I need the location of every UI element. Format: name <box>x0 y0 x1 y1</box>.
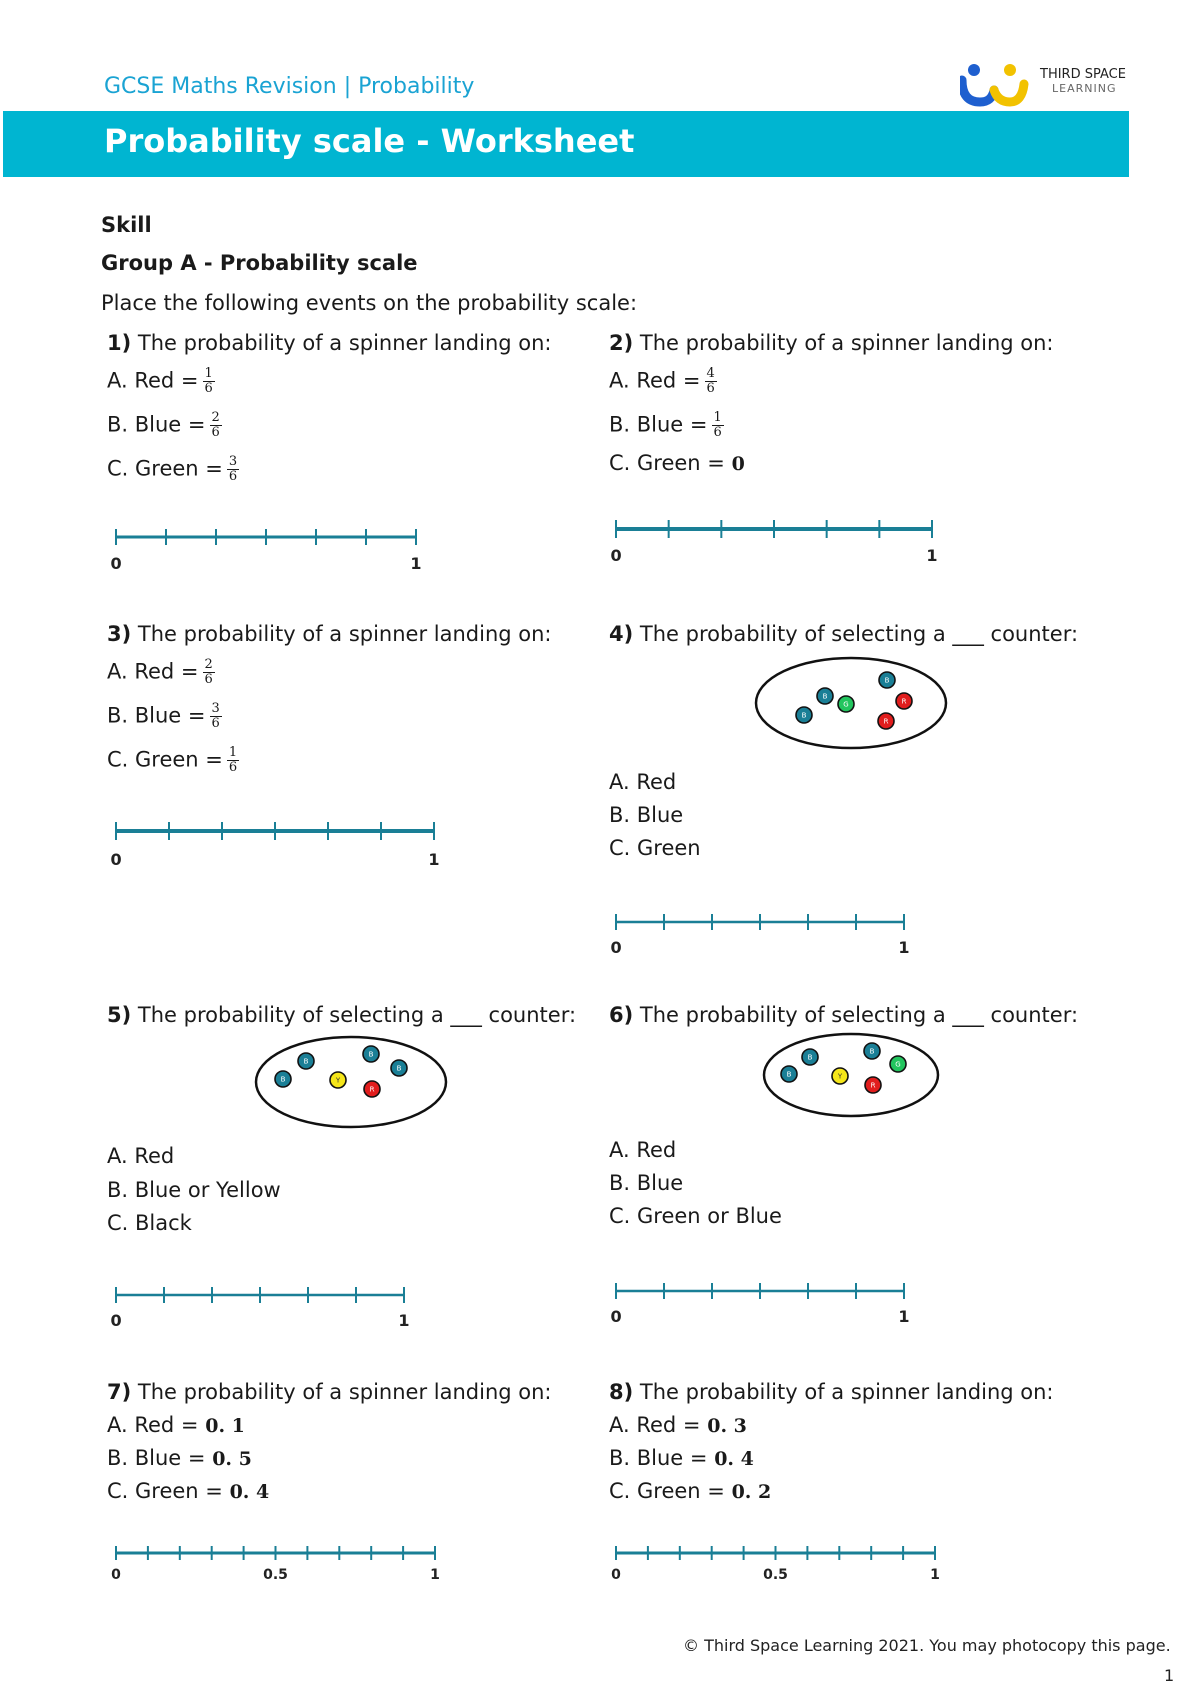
option-a <box>107 367 215 396</box>
option-label: B. Blue = <box>107 703 206 728</box>
scale-label: 1 <box>398 1311 410 1330</box>
counter <box>796 707 812 723</box>
question-text: The probability of a spinner landing on: <box>137 331 552 355</box>
question-text: The probability of a spinner landing on: <box>137 622 552 646</box>
question-number: 7) <box>107 1380 132 1404</box>
option-label: B. Blue = <box>609 1446 708 1470</box>
question-5 <box>107 1003 576 1027</box>
skill-label: Skill <box>101 213 152 237</box>
counter <box>391 1060 407 1076</box>
counter <box>298 1053 314 1069</box>
counter <box>330 1072 346 1088</box>
counter <box>802 1049 818 1065</box>
question-text: The probability of selecting a ___ counter: <box>639 1003 1079 1027</box>
option-label: A. Red = <box>107 368 199 393</box>
denominator: 6 <box>228 760 238 775</box>
option-a <box>609 367 717 396</box>
logo-line-2: LEARNING <box>1052 82 1117 95</box>
counter <box>890 1056 906 1072</box>
probability-scale-7[interactable] <box>111 1542 440 1587</box>
question-8 <box>609 1380 1054 1404</box>
page-subtitle: GCSE Maths Revision | Probability <box>104 74 475 99</box>
counter <box>879 672 895 688</box>
scale-label: 0 <box>610 1307 622 1326</box>
option-label: C. Green = <box>107 456 223 481</box>
svg-text:Y: Y <box>837 1072 843 1081</box>
svg-text:B: B <box>786 1070 792 1079</box>
svg-text:R: R <box>369 1085 375 1094</box>
denominator: 6 <box>211 716 220 731</box>
svg-text:Y: Y <box>335 1076 341 1085</box>
fraction <box>227 455 239 484</box>
svg-text:R: R <box>901 697 907 706</box>
option-b <box>609 1446 754 1470</box>
probability-scale-4[interactable] <box>610 911 914 961</box>
numerator: 4 <box>706 366 715 381</box>
option-c: C. Green <box>609 836 701 860</box>
option-label: C. Green = <box>107 747 223 772</box>
denominator: 6 <box>713 425 722 440</box>
scale-label: 0.5 <box>763 1567 788 1583</box>
option-a: A. Red <box>107 1144 175 1168</box>
svg-text:R: R <box>870 1081 876 1090</box>
counter <box>781 1066 797 1082</box>
scale-label: 0.5 <box>263 1567 288 1583</box>
question-number: 5) <box>107 1003 132 1027</box>
option-label: A. Red = <box>609 368 701 393</box>
probability-scale-8[interactable] <box>611 1542 940 1587</box>
option-a: A. Red <box>609 770 677 794</box>
question-text: The probability of a spinner landing on: <box>137 1380 552 1404</box>
scale-label: 1 <box>926 546 938 565</box>
counter <box>864 1043 880 1059</box>
option-b <box>107 411 222 440</box>
option-value: 0. 5 <box>212 1448 252 1470</box>
option-label: A. Red = <box>107 1413 199 1437</box>
counter <box>817 688 833 704</box>
question-2 <box>609 331 1054 355</box>
counter <box>838 696 854 712</box>
svg-text:B: B <box>807 1053 813 1062</box>
scale-label: 0 <box>610 938 622 957</box>
option-c <box>107 1479 269 1503</box>
svg-text:B: B <box>303 1057 309 1066</box>
option-value: 0 <box>731 453 745 475</box>
option-label: B. Blue = <box>107 412 206 437</box>
question-4 <box>609 622 1078 646</box>
question-1 <box>107 331 552 355</box>
option-label: C. Green = <box>107 1479 223 1503</box>
logo-line-1: THIRD SPACE <box>1040 67 1126 82</box>
svg-text:G: G <box>843 700 849 709</box>
question-text: The probability of a spinner landing on: <box>639 331 1054 355</box>
scale-label: 1 <box>898 1307 910 1326</box>
scale-label: 0 <box>610 546 622 565</box>
svg-text:G: G <box>895 1060 901 1069</box>
svg-text:B: B <box>869 1047 875 1056</box>
counter <box>832 1068 848 1084</box>
scale-label: 1 <box>410 554 422 573</box>
option-c <box>609 1479 771 1503</box>
numerator: 3 <box>211 701 220 716</box>
scale-label: 0 <box>110 850 122 869</box>
probability-scale-1[interactable] <box>110 526 422 576</box>
fraction <box>705 367 717 396</box>
scale-label: 1 <box>898 938 910 957</box>
svg-text:B: B <box>396 1064 402 1073</box>
scale-label: 1 <box>428 850 440 869</box>
probability-scale-5[interactable] <box>110 1284 414 1334</box>
option-c: C. Black <box>107 1211 192 1235</box>
fraction <box>227 746 239 775</box>
option-b: B. Blue <box>609 803 684 827</box>
question-6 <box>609 1003 1078 1027</box>
option-label: B. Blue = <box>609 412 708 437</box>
option-value: 0. 1 <box>205 1415 245 1437</box>
scale-label: 1 <box>930 1567 940 1583</box>
option-label: B. Blue = <box>107 1446 206 1470</box>
option-value: 0. 2 <box>731 1481 772 1503</box>
fraction <box>203 658 215 687</box>
counter-bag-4 <box>754 656 948 750</box>
scale-label: 1 <box>430 1567 440 1583</box>
probability-scale-6[interactable] <box>610 1280 914 1330</box>
question-number: 6) <box>609 1003 634 1027</box>
option-c <box>609 451 745 475</box>
option-b <box>107 702 222 731</box>
option-a <box>609 1413 747 1437</box>
option-value: 0. 3 <box>707 1415 747 1437</box>
option-label: A. Red = <box>609 1413 701 1437</box>
option-b: B. Blue <box>609 1171 684 1195</box>
numerator: 1 <box>228 745 238 760</box>
counter-bag-6 <box>762 1032 940 1118</box>
question-number: 3) <box>107 622 132 646</box>
counter-bag-5 <box>254 1035 448 1129</box>
scale-label: 0 <box>110 1311 122 1330</box>
numerator: 3 <box>228 454 238 469</box>
counter <box>363 1046 379 1062</box>
probability-scale-3[interactable] <box>110 818 440 869</box>
page-title: Probability scale - Worksheet <box>104 122 635 160</box>
option-value: 0. 4 <box>714 1448 754 1470</box>
question-text: The probability of selecting a ___ counter: <box>137 1003 577 1027</box>
svg-text:B: B <box>368 1050 374 1059</box>
option-a: A. Red <box>609 1138 677 1162</box>
question-number: 8) <box>609 1380 634 1404</box>
fraction <box>210 702 222 731</box>
scale-label: 0 <box>110 554 122 573</box>
option-label: C. Green = <box>609 451 725 475</box>
option-value: 0. 4 <box>229 1481 270 1503</box>
question-number: 1) <box>107 331 132 355</box>
counter <box>896 693 912 709</box>
denominator: 6 <box>211 425 220 440</box>
group-label: Group A - Probability scale <box>101 251 418 275</box>
fraction <box>203 367 215 396</box>
option-c: C. Green or Blue <box>609 1204 782 1228</box>
svg-text:B: B <box>280 1075 286 1084</box>
fraction <box>210 411 222 440</box>
svg-text:B: B <box>801 711 807 720</box>
option-label: A. Red = <box>107 659 199 684</box>
numerator: 2 <box>211 410 220 425</box>
numerator: 2 <box>204 657 213 672</box>
question-7 <box>107 1380 552 1404</box>
numerator: 1 <box>713 410 722 425</box>
option-a <box>107 658 215 687</box>
probability-scale-2[interactable] <box>610 516 938 566</box>
numerator: 1 <box>204 366 213 381</box>
page-number: 1 <box>1164 1666 1175 1685</box>
question-3 <box>107 622 552 646</box>
question-text: The probability of selecting a ___ counter: <box>639 622 1079 646</box>
question-text: The probability of a spinner landing on: <box>639 1380 1054 1404</box>
denominator: 6 <box>706 381 715 396</box>
option-c <box>107 455 239 484</box>
logo-wordmark <box>1040 68 1126 96</box>
option-label: C. Green = <box>609 1479 725 1503</box>
option-a <box>107 1413 245 1437</box>
svg-text:B: B <box>884 676 890 685</box>
fraction <box>712 411 724 440</box>
option-b <box>609 411 724 440</box>
option-b: B. Blue or Yellow <box>107 1178 281 1202</box>
counter <box>865 1077 881 1093</box>
option-b <box>107 1446 252 1470</box>
question-number: 2) <box>609 331 634 355</box>
instruction-text: Place the following events on the probability scale: <box>101 291 638 315</box>
denominator: 6 <box>204 672 213 687</box>
scale-label: 0 <box>611 1567 621 1583</box>
footer-copyright: © Third Space Learning 2021. You may photocopy this page. <box>683 1636 1171 1655</box>
option-c <box>107 746 239 775</box>
scale-label: 0 <box>111 1567 121 1583</box>
denominator: 6 <box>204 381 213 396</box>
question-number: 4) <box>609 622 634 646</box>
svg-text:B: B <box>822 692 828 701</box>
denominator: 6 <box>228 469 238 484</box>
counter <box>275 1071 291 1087</box>
counter <box>878 713 894 729</box>
svg-text:R: R <box>883 717 889 726</box>
counter <box>364 1081 380 1097</box>
